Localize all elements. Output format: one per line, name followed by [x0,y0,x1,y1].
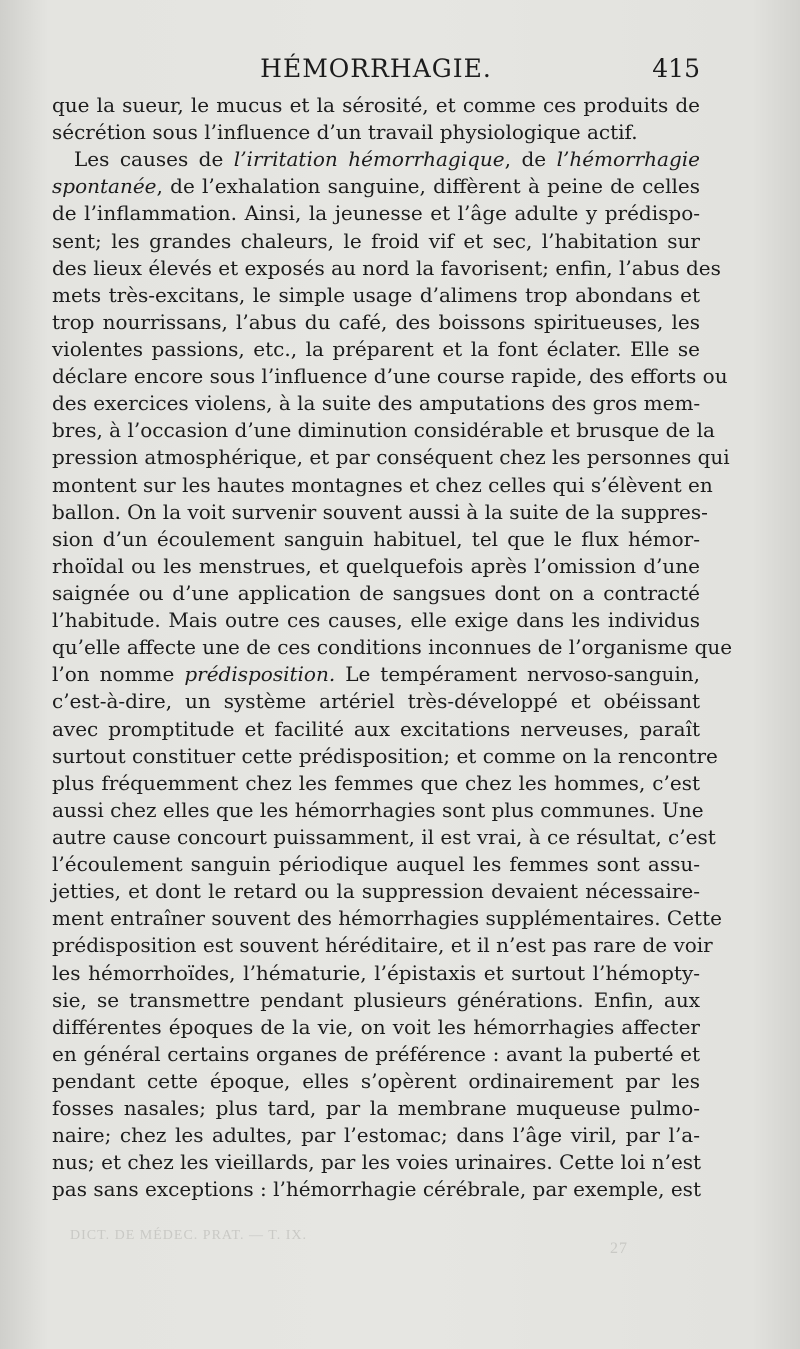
text-line [52,200,700,227]
text-line [52,743,718,770]
text-line [52,146,700,173]
text-line [52,607,700,634]
text-segment: sécrétion sous l’influence d’un travail physiologique actif. [52,120,638,145]
text-segment: sie, se transmettre pendant plusieurs générations. Enfin, aux [52,987,700,1012]
text-line [52,688,700,715]
text-line [52,1041,700,1068]
text-line [52,634,733,661]
text-segment: qu’elle affecte une de ces conditions inconnues de l’organisme que [52,635,733,660]
text-segment: l’habitude. Mais outre ces causes, elle exige dans les individus [52,608,700,633]
italic-text: l’hémorrhagie [556,147,700,172]
text-line [52,1095,700,1122]
text-segment: naire; chez les adultes, par l’estomac; dans l’âge viril, par l’a- [52,1123,700,1148]
text-segment: sion d’un écoulement sanguin habituel, tel que le flux hémor- [52,526,700,551]
text-line [52,1014,700,1041]
text-line [52,499,708,526]
text-line [52,92,700,119]
text-segment: plus fréquemment chez les femmes que chez les hommes, c’est [52,770,700,795]
text-segment: l’on nomme [52,662,185,687]
text-line [52,363,728,390]
text-segment: violentes passions, etc., la préparent et la font éclater. Elle se [52,336,700,361]
text-line [52,960,700,987]
text-segment: , de l’exhalation sanguine, diffèrent à peine de celles [156,174,700,199]
text-segment: montent sur les hautes montagnes et chez celles qui s’élèvent en [52,472,713,497]
text-line [52,336,700,363]
text-segment: différentes époques de la vie, on voit les hémorrhagies affecter [52,1014,700,1039]
text-line [52,282,700,309]
text-line [52,824,716,851]
text-line [52,661,700,688]
running-title: HÉMORRHAGIE. [260,54,492,83]
text-segment: que la sueur, le mucus et la sérosité, et comme ces produits de [52,93,700,117]
text-line [52,580,700,607]
text-line [52,390,700,417]
text-line [52,716,700,743]
text-line [52,1068,700,1095]
text-line [52,417,715,444]
text-segment: aussi chez elles que les hémorrhagies sont plus communes. Une [52,797,704,822]
text-line [52,987,700,1014]
text-segment: sent; les grandes chaleurs, le froid vif et sec, l’habitation sur [52,228,700,253]
text-segment: des exercices violens, à la suite des amputations des gros mem- [52,391,701,416]
text-line [52,526,700,553]
text-line [52,255,721,282]
text-line [52,932,713,959]
text-segment: les hémorrhoïdes, l’hématurie, l’épistaxis et surtout l’hémopty- [52,960,700,985]
text-line [52,119,700,146]
text-segment: l’écoulement sanguin périodique auquel les femmes sont assu- [52,852,700,877]
page-header [52,52,700,92]
text-line [52,1149,700,1176]
text-segment: surtout constituer cette prédisposition; et comme on la rencontre [52,743,718,768]
text-segment: des lieux élevés et exposés au nord la favorisent; enfin, l’abus des [52,255,721,280]
text-line [52,309,700,336]
body-text [52,92,733,1203]
text-segment: rhoïdal ou les menstrues, et quelquefois après l’omission d’une [52,553,700,578]
text-segment: pas sans exceptions : l’hémorrhagie cérébrale, par exemple, est [52,1177,701,1202]
bleed-through-footer [70,1228,670,1257]
text-line [52,905,722,932]
text-segment: autre cause concourt puissamment, il est vrai, à ce résultat, c’est [52,824,716,849]
text-segment: déclare encore sous l’influence d’une course rapide, des efforts ou [52,364,728,389]
text-segment: ment entraîner souvent des hémorrhagies supplémentaires. Cette [52,906,722,931]
bleed-through-signature: 27 [610,1240,628,1257]
text-line [52,797,704,824]
text-segment: Les causes de [74,147,234,172]
text-segment: prédisposition est souvent héréditaire, et il n’est pas rare de voir [52,933,713,958]
italic-text: spontanée [52,174,157,199]
text-line [52,444,730,471]
text-segment: saignée ou d’une application de sangsues dont on a contracté [52,580,700,605]
text-segment: ballon. On la voit survenir souvent aussi à la suite de la suppres- [52,499,708,524]
text-segment: Le tempérament nervoso-sanguin, [335,662,701,687]
text-line [52,228,700,255]
text-line [52,472,713,499]
text-segment: mets très-excitans, le simple usage d’alimens trop abondans et [52,282,700,307]
text-line [52,878,700,905]
text-segment: fosses nasales; plus tard, par la membrane muqueuse pulmo- [52,1096,700,1121]
text-segment: trop nourrissans, l’abus du café, des boissons spiritueuses, les [52,309,700,334]
text-line [52,1122,700,1149]
page-number: 415 [652,54,700,83]
text-segment: de l’inflammation. Ainsi, la jeunesse et l’âge adulte y prédispo- [52,201,700,226]
text-line [52,851,700,878]
text-segment: en général certains organes de préférence : avant la puberté et [52,1041,700,1066]
text-segment: avec promptitude et facilité aux excitations nerveuses, paraît [52,716,700,741]
text-segment: jetties, et dont le retard ou la suppression devaient nécessaire- [52,879,700,904]
italic-text: prédisposition. [184,662,336,687]
text-segment: nus; et chez les vieillards, par les voies urinaires. Cette loi n’est [52,1150,702,1175]
text-line [52,553,700,580]
bleed-through-footer-text: DICT. DE MÉDEC. PRAT. — T. IX. [70,1228,308,1243]
italic-text: l’irritation hémorrhagique [233,147,505,172]
text-segment: bres, à l’occasion d’une diminution considérable et brusque de la [52,418,715,443]
text-segment: pression atmosphérique, et par conséquent chez les personnes qui [52,445,730,470]
text-segment: c’est-à-dire, un système artériel très-développé et obéissant [52,689,700,714]
text-line [52,1176,700,1203]
text-line [52,173,700,200]
text-segment: , de [504,147,557,172]
text-line [52,770,700,797]
text-segment: pendant cette époque, elles s’opèrent ordinairement par les [52,1068,700,1093]
